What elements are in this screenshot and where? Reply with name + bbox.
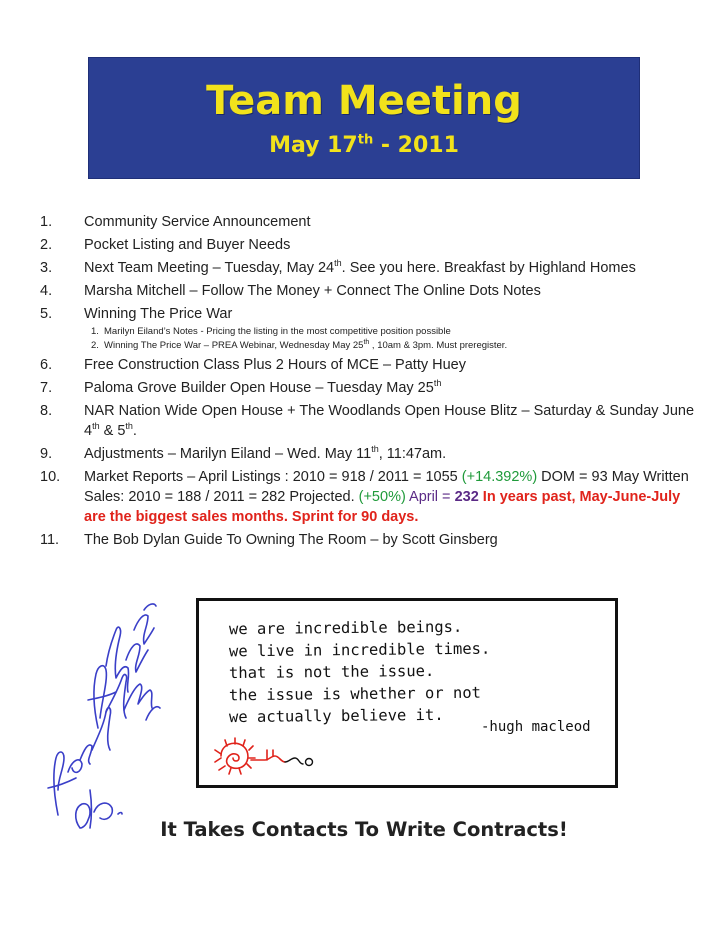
list-item (40, 212, 700, 232)
sub-item-sup: th (363, 338, 370, 346)
item-text: Pocket Listing and Buyer Needs (84, 237, 291, 253)
closing-tagline: It Takes Contacts To Write Contracts! (160, 818, 568, 841)
item-text-cont: & 5 (99, 423, 126, 439)
market-report-text: Market Reports – April Listings : 2010 = 918 / 2011 = 1055 (84, 469, 462, 485)
item-sup-2: th (125, 421, 133, 432)
item-number: 2. (40, 237, 53, 253)
item-text: The Bob Dylan Guide To Owning The Room – by Scott Ginsberg (84, 532, 498, 548)
item-number: 1. (40, 214, 53, 230)
list-item (40, 467, 700, 527)
item-text: Adjustments – Marilyn Eiland – Wed. May 11 (84, 446, 372, 462)
item-number: 7. (40, 380, 53, 396)
list-item (40, 378, 700, 398)
listings-change: (+14.392%) (461, 469, 538, 485)
quote-line: we actually believe it. (228, 705, 444, 727)
sub-item-number: 2. (91, 340, 99, 351)
item-text: Community Service Announcement (84, 214, 311, 230)
date-prefix: May 17 (269, 133, 358, 158)
item-sup: th (371, 444, 379, 455)
item-number: 10. (40, 469, 61, 485)
item-text-cont: . See you here. Breakfast by Highland Homes (341, 260, 636, 276)
list-item (40, 281, 700, 301)
item-sup: th (334, 258, 342, 269)
sub-list-item (40, 339, 700, 353)
sub-list-item (40, 325, 700, 339)
item-text-cont: , 11:47am. (378, 446, 447, 462)
item-number: 11. (40, 532, 60, 548)
date-sup: th (357, 132, 374, 148)
item-text: Free Construction Class Plus 2 Hours of MCE – Patty Huey (84, 357, 466, 373)
sales-change: (+50%) (358, 489, 406, 505)
item-text-end: . (132, 423, 137, 439)
item-number: 9. (40, 446, 53, 462)
list-item (40, 355, 700, 375)
quote-signature: -hugh macleod (481, 719, 591, 735)
sprint-note: In years past, May-June-July are the biggest sales months. Sprint for 90 days. (84, 489, 681, 525)
header-banner (88, 57, 640, 179)
list-item (40, 530, 700, 550)
sub-item-number: 1. (91, 326, 99, 337)
item-text: NAR Nation Wide Open House + The Woodlands Open House Blitz – Saturday & Sunday June 4 (84, 403, 695, 439)
quote-line: we are incredible beings. (228, 617, 463, 639)
quote-line: the issue is whether or not (228, 683, 482, 705)
item-number: 4. (40, 283, 53, 299)
list-item (40, 258, 700, 278)
item-number: 3. (40, 260, 53, 276)
page-title: Team Meeting (206, 78, 522, 124)
quote-cartoon (196, 598, 618, 788)
sub-item-text-cont: , 10am & 3pm. Must preregister. (369, 340, 508, 351)
sub-item-text: Winning The Price War – PREA Webinar, Wednesday May 25 (104, 340, 364, 351)
item-text: Winning The Price War (84, 306, 233, 322)
list-item (40, 401, 700, 441)
item-number: 5. (40, 306, 53, 322)
item-number: 8. (40, 403, 53, 419)
agenda-list (40, 212, 700, 553)
written-sales-text: DOM = 93 May Written Sales: 2010 = 188 / 2011 = 282 Projected. (84, 469, 689, 505)
item-text: Marsha Mitchell – Follow The Money + Connect The Online Dots Notes (84, 283, 541, 299)
list-item (40, 235, 700, 255)
item-sup: th (433, 378, 442, 389)
item-text: Paloma Grove Builder Open House – Tuesday May 25 (84, 380, 434, 396)
item-text: Next Team Meeting – Tuesday, May 24 (84, 260, 335, 276)
item-sup: th (92, 421, 100, 432)
list-item (40, 444, 700, 464)
item-number: 6. (40, 357, 53, 373)
red-spiral-doodle-icon (211, 736, 321, 776)
date-suffix: - 2011 (373, 133, 459, 158)
list-item (40, 304, 700, 324)
meeting-date (89, 132, 639, 160)
april-value: 232 (454, 489, 479, 505)
quote-line: we live in incredible times. (228, 639, 491, 661)
quote-line: that is not the issue. (228, 661, 435, 683)
handwritten-thank-you-note (28, 600, 168, 835)
sub-item-text: Marilyn Eiland’s Notes - Pricing the listing in the most competitive position possible (104, 326, 451, 337)
april-label: April = (405, 489, 455, 505)
